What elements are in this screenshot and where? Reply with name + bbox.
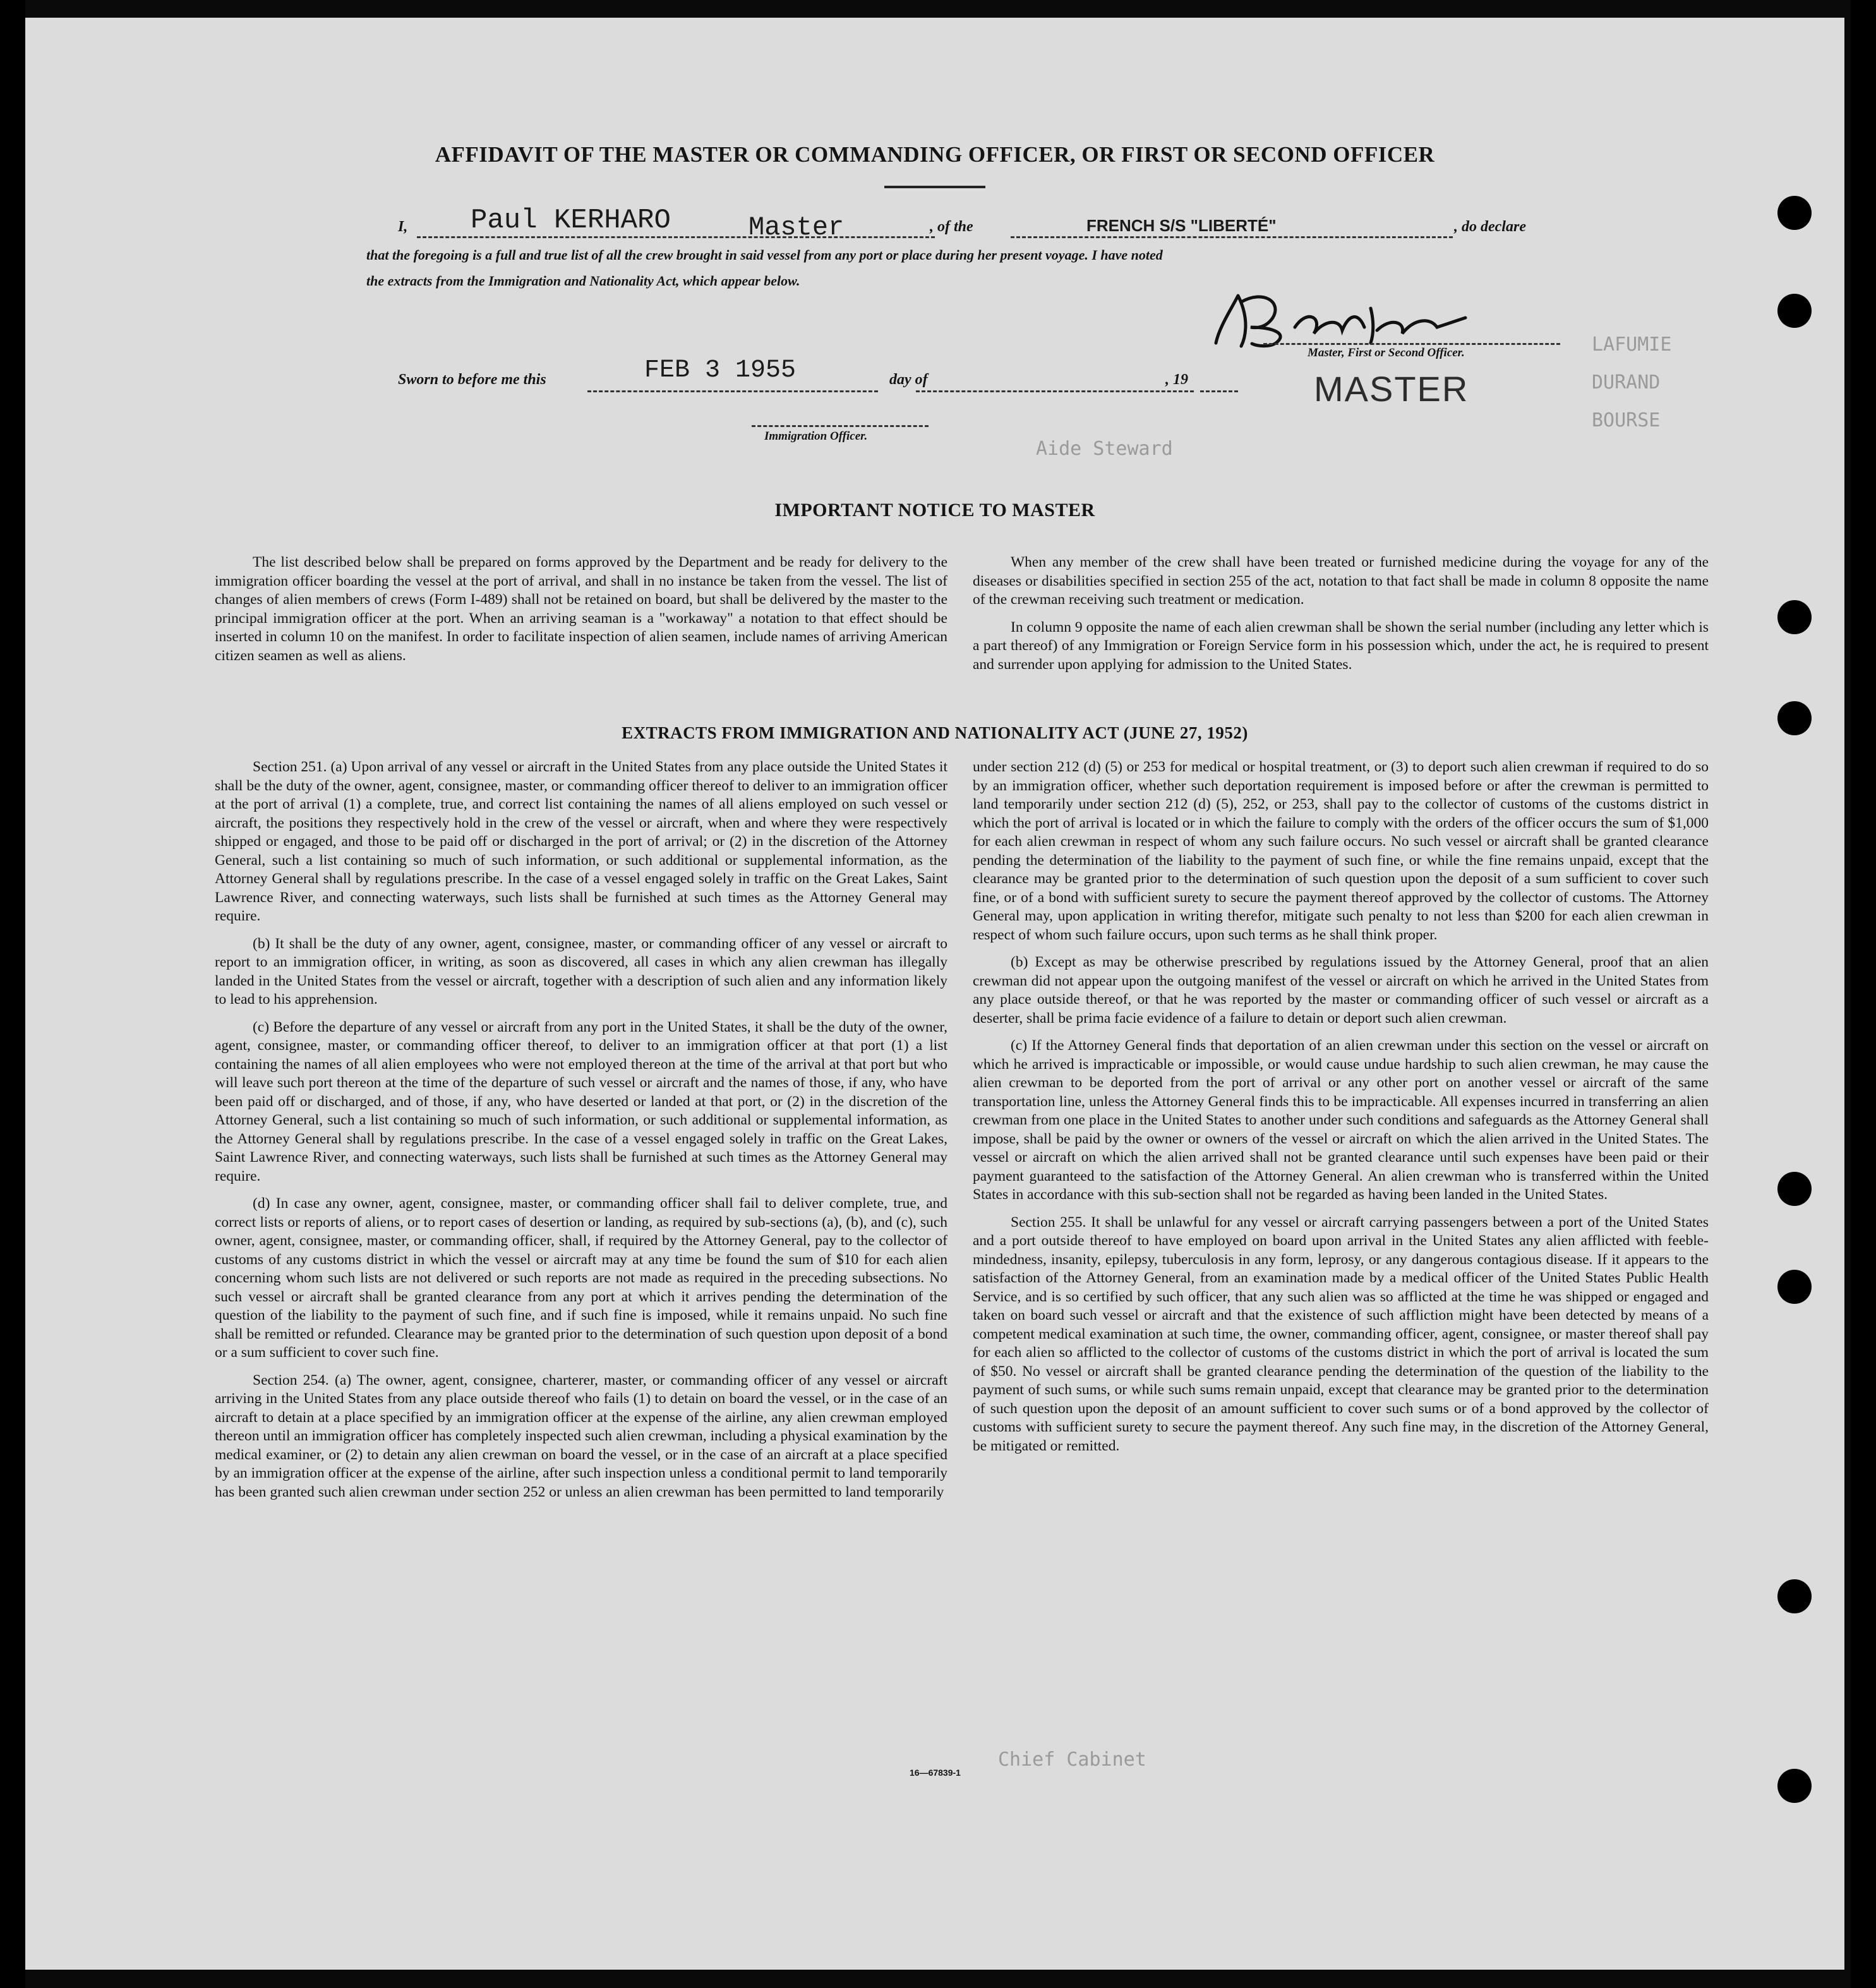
signature-line (1263, 343, 1560, 345)
binder-hole (1777, 1769, 1812, 1803)
month-line (916, 390, 1194, 392)
do-declare-label: , do declare (1454, 219, 1526, 235)
notice-title: IMPORTANT NOTICE TO MASTER (774, 500, 1095, 521)
bleed-through-text: Chief Cabinet (998, 1749, 1146, 1771)
notice-paragraph: In column 9 opposite the name of each alien crewman shall be shown the serial number (including any letter which is a part thereof) of any Immigration or Foreign Service form in his possession which, under the act, he is required to present and surrender upon applying for admission to the United States. (973, 618, 1709, 673)
statute-paragraph: (d) In case any owner, agent, consignee, master, or commanding officer shall fail to deliver complete, true, and correct lists or reports of aliens, or to report cases of desertion or landing, as required by sub-sections (a), (b), and (c), such owner, agent, consignee, master, or commanding officer, shall, if required by the Attorney General, pay to the collector of customs of any customs district in which the vessel or aircraft may at any time be found the sum of $10 for each alien concerning whom such lists are not delivered or such reports are not made as required in the preceding subsections. No such vessel or aircraft shall be granted clearance from any port at which it arrives pending the determination of the question of the liability to the payment of such fine, and if such fine is imposed, while it remains unpaid. No such fine shall be remitted or refunded. Clearance may be granted prior to the determination of such question upon deposit of a bond or a sum sufficient to cover such fine. (215, 1195, 947, 1361)
statute-paragraph: (b) It shall be the duty of any owner, agent, consignee, master, or commanding officer of any vessel or aircraft to report to an immigration officer, in writing, as soon as discovered, all cases in which any alien crewman has illegally landed in the United States from the vessel or aircraft, together with a description of such alien and any information likely to lead to his apprehension. (215, 935, 947, 1008)
binder-hole (1777, 600, 1812, 634)
master-signature (1213, 283, 1478, 352)
binder-hole (1777, 1270, 1812, 1304)
statement-line-1: that the foregoing is a full and true list of all the crew brought in said vessel from any port or place during her present voyage. I have noted (366, 247, 1163, 263)
statute-paragraph: (c) If the Attorney General finds that deportation of an alien crewman under this section on the vessel or aircraft on which he arrived is impracticable or impossible, or would cause undue hardship to such alien crewman, he may cause the alien crewman to be deported from the port of arrival or any other port on another vessel or aircraft of the same transportation line, unless the Attorney General finds this to be impracticable. All expenses incurred in transferring an alien crewman from one place in the United States to another under such conditions and safeguards as the Attorney General shall impose, shall be paid by the owner or owners of the vessel or aircraft on which the alien arrived in the United States. The vessel or aircraft on which the alien arrived shall not be granted clearance until such expenses have been paid or their payment guaranteed to the satisfaction of the Attorney General. An alien crewman who is transferred within the United States in accordance with this sub-section shall not be regarded as having been landed in the United States. (973, 1037, 1709, 1203)
form-number: 16—67839-1 (910, 1768, 961, 1778)
vessel-line (1011, 236, 1453, 238)
binder-hole (1777, 701, 1812, 735)
notice-left-column (215, 553, 947, 674)
statute-paragraph: Section 254. (a) The owner, agent, consignee, charterer, master, or commanding officer of any vessel or aircraft arriving in the United States from any place outside thereof who fails (1) to detain on board the vessel, or in the case of an aircraft to detain at a place specified by an immigration officer at the expense of the airline, any alien crewman employed thereon until an immigration officer has completely inspected such alien crewman, including a physical examination by the medical examiner, or (2) to detain any alien crewman on board the vessel, or in the case of an aircraft at a place specified by an immigration officer at the expense of the airline, after such inspection unless a conditional permit to land temporarily has been granted such alien crewman under section 252 or unless an alien crewman has been permitted to land temporarily (215, 1371, 947, 1500)
day-of-label: day of (889, 371, 928, 388)
bleed-through-text: BOURSE (1592, 409, 1661, 431)
officer-signature-line (752, 425, 929, 427)
bleed-through-text: Aide Steward (1036, 438, 1173, 460)
master-stamp: MASTER (1314, 369, 1469, 409)
extracts-title: EXTRACTS FROM IMMIGRATION AND NATIONALITY ACT (JUNE 27, 1952) (622, 723, 1248, 742)
i-label: I, (398, 219, 408, 235)
binder-hole (1777, 294, 1812, 328)
statute-paragraph: Section 255. It shall be unlawful for any vessel or aircraft carrying passengers between a port of the United States and a port outside thereof to have employed on board upon arrival in the United States any alien afflicted with feeble-mindedness, insanity, epilepsy, tuberculosis in any form, leprosy, or any dangerous contagious disease. If it appears to the satisfaction of the Attorney General, from an examination made by a medical officer of the United States Public Health Service, and is so certified by such officer, that any such alien was so afflicted at the time he was shipped or engaged and taken on board such vessel or aircraft and that the existence of such affliction might have been detected by means of a competent medical examination at such time, the owner, commanding officer, agent, consignee, or master thereof shall pay for each alien so afflicted to the collector of customs of the customs district in which the port of arrival is located the sum of $50. No vessel or aircraft shall be granted clearance pending the determination of the question of the liability to the payment of such sums, or while such sums remain unpaid, except that clearance may be granted prior to the determination of such question upon the deposit of an amount sufficient to cover such sums or of a bond approved by the collector of customs with sufficient surety to secure the payment thereof. Any such fine may, in the discretion of the Attorney General, be mitigated or remitted. (973, 1214, 1709, 1454)
year-line (1200, 390, 1238, 392)
document-page (25, 18, 1844, 1970)
scan-border-left (0, 0, 25, 1988)
sworn-date: FEB 3 1955 (644, 356, 797, 385)
sworn-date-line (587, 390, 878, 392)
notice-paragraph: When any member of the crew shall have been treated or furnished medicine during the voyage for any of the diseases or disabilities specified in section 255 of the act, notation to that fact shall be made in column 8 opposite the name of the crewman receiving such treatment or medication. (973, 554, 1709, 608)
master-name: Paul KERHARO (471, 205, 671, 236)
officer-caption: Immigration Officer. (764, 430, 868, 443)
scan-border-right (1851, 0, 1876, 1988)
sworn-label: Sworn to before me this (398, 371, 546, 388)
notice-right-column (973, 553, 1709, 683)
year-label: , 19 (1165, 371, 1188, 388)
notice-paragraph: The list described below shall be prepared on forms approved by the Department and be ready for delivery to the immigration officer boarding the vessel at the port of arrival, and shall in no instance be taken from the vessel. The list of changes of alien members of crews (Form I-489) shall not be retained on board, but shall be delivered by the master to the principal immigration officer at the port. When an arriving seaman is a "workaway" a notation to that effect should be inserted in column 10 on the manifest. In order to facilitate inspection of alien seamen, include names of arriving American citizen seamen as well as aliens. (215, 554, 947, 664)
signature-caption: Master, First or Second Officer. (1308, 346, 1465, 359)
of-the-label: , of the (930, 219, 973, 235)
affidavit-title: AFFIDAVIT OF THE MASTER OR COMMANDING OFFICER, OR FIRST OR SECOND OFFICER (435, 142, 1435, 167)
statement-line-2: the extracts from the Immigration and Nationality Act, which appear below. (366, 273, 800, 289)
statute-paragraph: under section 212 (d) (5) or 253 for medical or hospital treatment, or (3) to deport such alien crewman if required to do so by an immigration officer, whether such deportation requirement is imposed before or after the crewman is permitted to land temporarily under section 212 (d) (5), 252, or 253, shall pay to the collector of customs of the customs district in which the port of arrival is located or in which the failure to comply with the orders of the officer occurs the sum of $1,000 for each alien crewman in respect of whom any such failure occurs. No such vessel or aircraft shall be granted clearance pending the determination of the liability to the payment of such fine, or while the fine remains unpaid, except that the clearance may be granted prior to the determination of such question upon the deposit of a sum sufficient to cover such fine, or of a bond with sufficient surety to secure the payment thereof approved by the collector of customs. The Attorney General may, upon application in writing therefor, mitigate such penalty to not less than $200 for each alien crewman in respect of whom such failure occurs, upon such terms as he shall think proper. (973, 759, 1709, 943)
statute-paragraph: (b) Except as may be otherwise prescribed by regulations issued by the Attorney General, proof that an alien crewman did not appear upon the outgoing manifest of the vessel or aircraft on which he arrived in the United States from any place outside thereof, or that he was reported by the master or commanding officer of such vessel or aircraft as a deserter, shall be prima facie evidence of a failure to detain or deport such alien crewman. (973, 954, 1709, 1027)
binder-hole (1777, 196, 1812, 230)
title-divider (884, 186, 985, 188)
bleed-through-text: DURAND (1592, 371, 1661, 394)
extracts-right-column (973, 758, 1709, 1464)
binder-hole (1777, 1172, 1812, 1206)
binder-hole (1777, 1579, 1812, 1613)
name-line (417, 236, 935, 238)
vessel-name: FRENCH S/S "LIBERTÉ" (1086, 216, 1277, 235)
bleed-through-text: LAFUMIE (1592, 334, 1672, 356)
statute-paragraph: Section 251. (a) Upon arrival of any vessel or aircraft in the United States from any place outside the United States it shall be the duty of the owner, agent, consignee, master, or commanding officer thereof to deliver to an immigration officer at the port of arrival (1) a complete, true, and correct list containing the names of all aliens employed on such vessel or aircraft, the positions they respectively hold in the crew of the vessel or aircraft, when and where they were respectively shipped or engaged, and those to be paid off or discharged in the port of arrival; or (2) in the discretion of the Attorney General, such a list containing so much of such information, or such additional or supplemental information, as the Attorney General shall by regulations prescribe. In the case of a vessel engaged solely in traffic on the Great Lakes, Saint Lawrence River, and connecting waterways, such lists shall be furnished at such times as the Attorney General may require. (215, 759, 947, 924)
extracts-left-column (215, 758, 947, 1510)
master-title: Master (749, 212, 845, 243)
statute-paragraph: (c) Before the departure of any vessel or aircraft from any port in the United States, it shall be the duty of the owner, agent, consignee, master, or commanding officer thereof, to deliver to an immigration officer at that port (1) a list containing the names of all alien employees who were not employed thereon at the time of the arrival at that port but who will leave such port thereon at the time of the departure of such vessel or aircraft and the names of those, if any, who have been paid off or discharged, and of those, if any, who have deserted or landed at that port, or (2) in the discretion of the Attorney General, such a list containing so much of such information, or such additional or supplemental information, as the Attorney General shall by regulations prescribe. In the case of a vessel engaged solely in traffic on the Great Lakes, Saint Lawrence River, and connecting waterways, such lists shall be furnished at such times as the Attorney General may require. (215, 1018, 947, 1184)
